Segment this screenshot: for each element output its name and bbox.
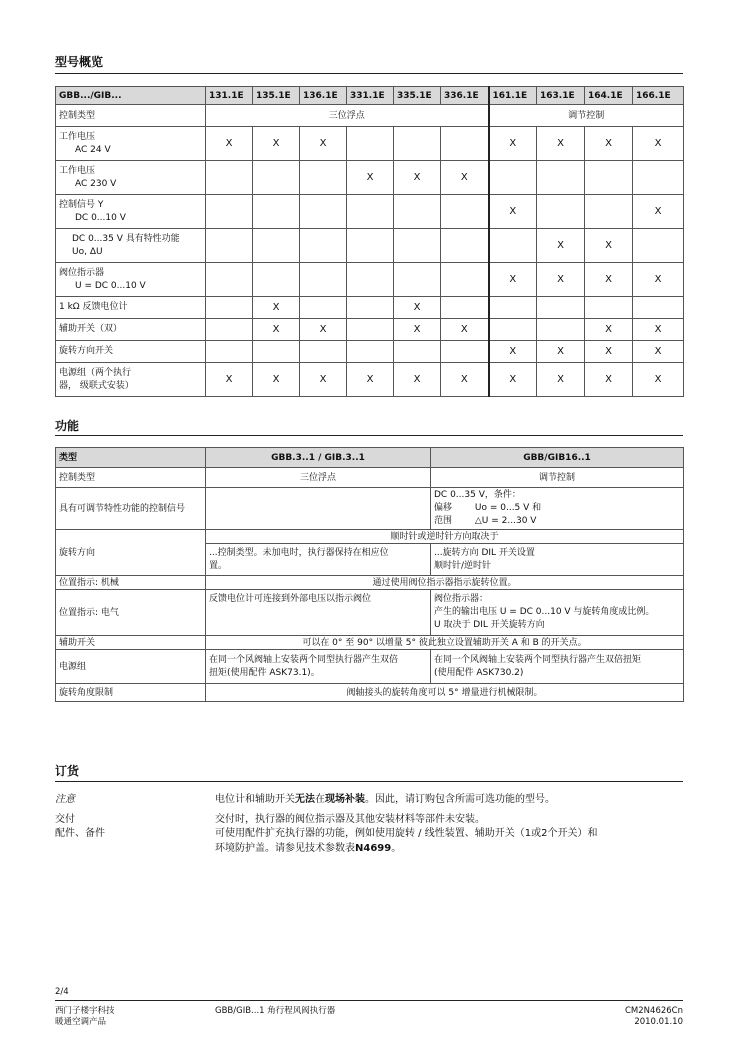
- model-column-header: 164.1E: [585, 87, 633, 105]
- mark-cell: X: [441, 363, 489, 397]
- mark-cell: X: [585, 319, 633, 341]
- label: 电源组: [56, 650, 206, 684]
- model-column-header: 336.1E: [441, 87, 489, 105]
- col1-header: GBB.3..1 / GIB.3..1: [206, 448, 431, 468]
- table-row: [56, 229, 684, 263]
- row-label: [56, 195, 206, 229]
- text: 偏移 Uo = 0...5 V 和: [434, 503, 542, 513]
- company: [55, 1006, 115, 1028]
- delivery-label: 交付: [55, 814, 75, 825]
- model-column-header: 161.1E: [489, 87, 537, 105]
- mark-cell: [441, 341, 489, 363]
- text: DC 0...35 V，条件：: [434, 490, 521, 500]
- text: 西门子楼宇科技: [55, 1006, 115, 1016]
- mark-cell: [441, 127, 489, 161]
- label: 控制类型: [56, 468, 206, 488]
- text: 。: [391, 843, 402, 854]
- cell: 可以在 0° 至 90° 以增量 5° 彼此独立设置辅助开关 A 和 B 的开关点。: [206, 636, 684, 650]
- row-label: [56, 127, 206, 161]
- cell: [431, 544, 684, 576]
- cell: 通过使用阀位指示器指示旋转位置。: [206, 576, 684, 590]
- cell: 反馈电位计可连接到外部电压以指示阀位: [206, 590, 431, 636]
- mark-cell: X: [489, 263, 537, 297]
- mark-cell: [489, 319, 537, 341]
- mark-cell: X: [253, 127, 300, 161]
- text: 在同一个风阀轴上安装两个同型执行器产生双倍扭矩: [434, 654, 642, 665]
- label: 具有可调节特性功能的控制信号: [56, 488, 206, 530]
- text: 环境防护盖。请参见技术参数表: [215, 843, 355, 854]
- divider: [55, 435, 683, 436]
- text: 现场补装: [325, 794, 365, 805]
- divider: [55, 1000, 683, 1001]
- row-label: [56, 229, 206, 263]
- text: 工作电压: [59, 165, 96, 176]
- mark-cell: [300, 263, 347, 297]
- mark-cell: [253, 195, 300, 229]
- divider: [55, 73, 683, 74]
- row-label: [56, 263, 206, 297]
- text: 工作电压: [59, 131, 96, 142]
- model-column-header: 131.1E: [206, 87, 253, 105]
- mark-cell: [206, 341, 253, 363]
- mark-cell: [633, 161, 684, 195]
- text: U 取决于 DIL 开关旋转方向: [434, 620, 545, 630]
- mark-cell: [441, 263, 489, 297]
- table-row: [56, 363, 684, 397]
- model-column-header: 135.1E: [253, 87, 300, 105]
- mark-cell: [537, 319, 585, 341]
- text: 阀位指示器：: [434, 594, 489, 604]
- table-row: [56, 341, 684, 363]
- text: 置。: [209, 560, 228, 571]
- mark-cell: X: [253, 319, 300, 341]
- cell: [206, 488, 431, 530]
- model-column-header: 166.1E: [633, 87, 684, 105]
- mark-cell: X: [537, 229, 585, 263]
- mark-cell: [253, 161, 300, 195]
- three-point-cell: 三位浮点: [206, 105, 489, 127]
- mark-cell: [347, 127, 394, 161]
- text: 可使用配件扩充执行器的功能，例如使用旋转 / 线性装置、辅助开关（1或2个开关）和: [215, 828, 598, 839]
- doc-date: 2010.01.10: [634, 1017, 683, 1027]
- text: 范围 △U = 2...30 V: [434, 516, 537, 526]
- label: 辅助开关: [56, 636, 206, 650]
- functions-table: [55, 447, 684, 702]
- mark-cell: X: [633, 195, 684, 229]
- text: AC 230 V: [75, 178, 117, 189]
- mark-cell: [206, 263, 253, 297]
- mark-cell: X: [253, 297, 300, 319]
- mark-cell: X: [206, 363, 253, 397]
- mark-cell: X: [347, 161, 394, 195]
- doc-title: GBB/GIB...1 角行程风阀执行器: [215, 1006, 336, 1016]
- mark-cell: [633, 297, 684, 319]
- overview-title: 型号概览: [55, 55, 104, 69]
- model-column-header: 335.1E: [394, 87, 441, 105]
- table-row: [56, 263, 684, 297]
- mark-cell: X: [300, 319, 347, 341]
- mark-cell: X: [585, 229, 633, 263]
- page-number: 2/4: [55, 987, 69, 997]
- model-column-header: 331.1E: [347, 87, 394, 105]
- mark-cell: [489, 161, 537, 195]
- cell: [431, 590, 684, 636]
- mark-cell: [394, 263, 441, 297]
- cell: [206, 544, 431, 576]
- mark-cell: X: [394, 297, 441, 319]
- model-overview-table: [55, 86, 684, 397]
- mark-cell: X: [441, 161, 489, 195]
- divider: [55, 781, 683, 782]
- label: 位置指示: 机械: [56, 576, 206, 590]
- mark-cell: X: [489, 127, 537, 161]
- mark-cell: [394, 229, 441, 263]
- datasheet-ref: N4699: [355, 843, 392, 854]
- text: 辅助开关（双）: [59, 324, 123, 334]
- mark-cell: X: [633, 341, 684, 363]
- functions-title: 功能: [55, 419, 80, 433]
- delivery-text: 交付时，执行器的阀位指示器及其他安装材料等部件未安装。: [215, 814, 485, 825]
- cell: 顺时针或逆时针方向取决于: [206, 530, 684, 544]
- modulating-cell: 调节控制: [489, 105, 684, 127]
- mark-cell: X: [537, 263, 585, 297]
- text: 扭矩(使用配件 ASK73.1)。: [209, 667, 320, 678]
- mark-cell: [253, 229, 300, 263]
- mark-cell: X: [394, 319, 441, 341]
- mark-cell: [300, 297, 347, 319]
- row-label: [56, 341, 206, 363]
- ordering-title: 订货: [55, 764, 80, 778]
- row-label: [56, 363, 206, 397]
- text: 暖通空调产品: [55, 1017, 107, 1027]
- model-column-header: 136.1E: [300, 87, 347, 105]
- text: 电源组（两个执行: [59, 367, 132, 378]
- text: 在同一个风阀轴上安装两个同型执行器产生双倍: [209, 654, 399, 665]
- text: Uo, ΔU: [72, 246, 103, 257]
- text: ...控制类型。未加电时，执行器保持在相应位: [209, 547, 389, 558]
- mark-cell: [300, 229, 347, 263]
- table-row: [56, 319, 684, 341]
- label: 旋转方向: [56, 530, 206, 576]
- row-label: [56, 297, 206, 319]
- mark-cell: [441, 195, 489, 229]
- mark-cell: [394, 341, 441, 363]
- text: DC 0...35 V 具有特性功能: [72, 233, 180, 244]
- mark-cell: [441, 229, 489, 263]
- mark-cell: X: [441, 319, 489, 341]
- table-row: [56, 195, 684, 229]
- mark-cell: X: [537, 127, 585, 161]
- control-type-label: 控制类型: [56, 105, 206, 127]
- mark-cell: X: [489, 195, 537, 229]
- mark-cell: X: [253, 363, 300, 397]
- mark-cell: X: [394, 363, 441, 397]
- mark-cell: X: [537, 363, 585, 397]
- mark-cell: X: [633, 319, 684, 341]
- model-header: GBB.../GIB...: [56, 87, 206, 105]
- mark-cell: [253, 341, 300, 363]
- row-label: [56, 161, 206, 195]
- mark-cell: X: [585, 263, 633, 297]
- mark-cell: [206, 319, 253, 341]
- mark-cell: [206, 229, 253, 263]
- mark-cell: [394, 127, 441, 161]
- cell: [431, 488, 684, 530]
- text: 控制信号 Y: [59, 199, 104, 210]
- mark-cell: [537, 297, 585, 319]
- mark-cell: [585, 195, 633, 229]
- mark-cell: X: [633, 127, 684, 161]
- mark-cell: [253, 263, 300, 297]
- accessories-text: [215, 826, 597, 856]
- note-label: 注意: [55, 794, 75, 805]
- cell: 三位浮点: [206, 468, 431, 488]
- mark-cell: X: [633, 363, 684, 397]
- text: 阀位指示器: [59, 267, 105, 278]
- mark-cell: [206, 161, 253, 195]
- text: (使用配件 ASK730.2): [434, 667, 524, 678]
- mark-cell: [206, 297, 253, 319]
- text: U = DC 0...10 V: [75, 280, 146, 291]
- col2-header: GBB/GIB16..1: [431, 448, 684, 468]
- mark-cell: [300, 341, 347, 363]
- doc-number: CM2N4626Cn: [625, 1006, 683, 1016]
- mark-cell: [300, 161, 347, 195]
- mark-cell: [347, 263, 394, 297]
- mark-cell: X: [489, 341, 537, 363]
- mark-cell: X: [585, 127, 633, 161]
- mark-cell: X: [206, 127, 253, 161]
- cell: [431, 650, 684, 684]
- mark-cell: X: [489, 363, 537, 397]
- mark-cell: [585, 161, 633, 195]
- text: 顺时针/逆时针: [434, 560, 492, 571]
- text: 产生的输出电压 U = DC 0...10 V 与旋转角度成比例。: [434, 607, 655, 617]
- table-row: [56, 297, 684, 319]
- text: DC 0...10 V: [75, 212, 126, 223]
- text: 旋转方向开关: [59, 346, 114, 356]
- doc-info: [625, 1006, 683, 1028]
- label: 位置指示: 电气: [56, 590, 206, 636]
- mark-cell: [585, 297, 633, 319]
- mark-cell: [347, 341, 394, 363]
- cell: 调节控制: [431, 468, 684, 488]
- mark-cell: X: [394, 161, 441, 195]
- row-label: [56, 319, 206, 341]
- cell: 阀轴接头的旋转角度可以 5° 增量进行机械限制。: [206, 684, 684, 702]
- table-row: [56, 161, 684, 195]
- mark-cell: [394, 195, 441, 229]
- type-header: 类型: [56, 448, 206, 468]
- mark-cell: [489, 297, 537, 319]
- text: 电位计和辅助开关: [215, 794, 295, 805]
- cell: [206, 650, 431, 684]
- mark-cell: X: [537, 341, 585, 363]
- mark-cell: [300, 195, 347, 229]
- mark-cell: [537, 161, 585, 195]
- text: 器， 级联式安装）: [59, 380, 134, 391]
- text: 在: [315, 794, 325, 805]
- mark-cell: X: [300, 363, 347, 397]
- mark-cell: [347, 319, 394, 341]
- mark-cell: [441, 297, 489, 319]
- mark-cell: [633, 229, 684, 263]
- mark-cell: [489, 229, 537, 263]
- mark-cell: X: [300, 127, 347, 161]
- text: 无法: [295, 794, 315, 805]
- label: 旋转角度限制: [56, 684, 206, 702]
- mark-cell: [347, 195, 394, 229]
- mark-cell: X: [633, 263, 684, 297]
- text: 1 kΩ 反馈电位计: [59, 302, 128, 312]
- mark-cell: X: [347, 363, 394, 397]
- text: AC 24 V: [75, 144, 111, 155]
- mark-cell: [347, 229, 394, 263]
- mark-cell: X: [585, 341, 633, 363]
- text: ...旋转方向 DIL 开关设置: [434, 547, 535, 558]
- mark-cell: [537, 195, 585, 229]
- text: 。因此，请订购包含所需可选功能的型号。: [365, 794, 555, 805]
- mark-cell: [347, 297, 394, 319]
- mark-cell: X: [585, 363, 633, 397]
- note-text: [215, 792, 555, 807]
- accessories-label: 配件、备件: [55, 828, 105, 839]
- table-row: [56, 127, 684, 161]
- mark-cell: [206, 195, 253, 229]
- model-column-header: 163.1E: [537, 87, 585, 105]
